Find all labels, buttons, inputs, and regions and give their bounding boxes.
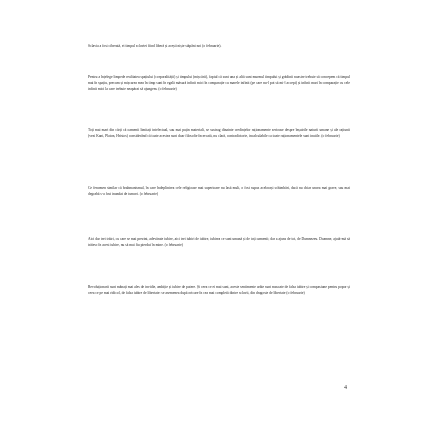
- paragraph: Ce fenomen similar că brahmanismul, în care îndeplinirea cele religioase mai superioare nu lasă mult, o fost supus acelorași schimbări, dacă nu chiar unora mai grave, sau mai degrabă s-a fost inundat de tumori. (o februarie): [88, 186, 350, 196]
- paragraph: Sclavia a fost ciberată, ei timpul sclaviei fiind liberă și acești niște stăpâni noi (o februarie).: [88, 44, 222, 48]
- paragraph: Revoluționarii sunt mânați mai ales de invidie, ambiție și iubire de putere. Și ceea ce ei mai sunt, aceste sentimente urâte sunt mascate de falsa iubire și compasiune pentru popor și ceea ce pe mai ridicol, de falsa iubire de libertate: se asemenea după oricare în cea mai completă dintre sclavii, din dragoste de libertate (o februarie): [88, 285, 350, 295]
- paragraph: Toți mai mari din cărți că oamenii limitați intelectual, sau mai puțin materiali, se sustrag dinainte credințelor raționamente serioase despre înșuirile naturii umane și ale rațiunii (vezi Kant, Platon, Hristos) considerând că toate acestea sunt doar filosofie încercată, nu clară, contradictorie, incalculabile ca toate raționamentele sunt inutile. (o februarie): [88, 128, 350, 138]
- paragraph: Pentru a înțelege limpede realitatea spațiului (corporalității) și timpului (mișcării), faptul că sunt una și altă sunt murmul timpului și grădinii noastre trebuie să concepem că timpul mai în spațiu, precum și mișcarea mea în timp sunt în egală măsură infinit mici în comparație cu marele infinit (pe care nu-l pot să mi-l accept) și infinit mari în comparație cu cele infinit mici la care trebuie neapărat să ajungem. (o februarie): [88, 75, 350, 91]
- paragraph: Aici dar trei trăiri, cu care se mai prezint, adevărate iubire, aici trei iubiri de iubire, iubirea ce sunt umană și de toți oamenii; dar a ajuns de tot, de Dumnezeu. Doamne, ajută-mă să trăiesc în acest iubire, nu să mai fiu pierdut în mine. (o februarie): [88, 237, 350, 247]
- page-number: 4: [344, 385, 347, 391]
